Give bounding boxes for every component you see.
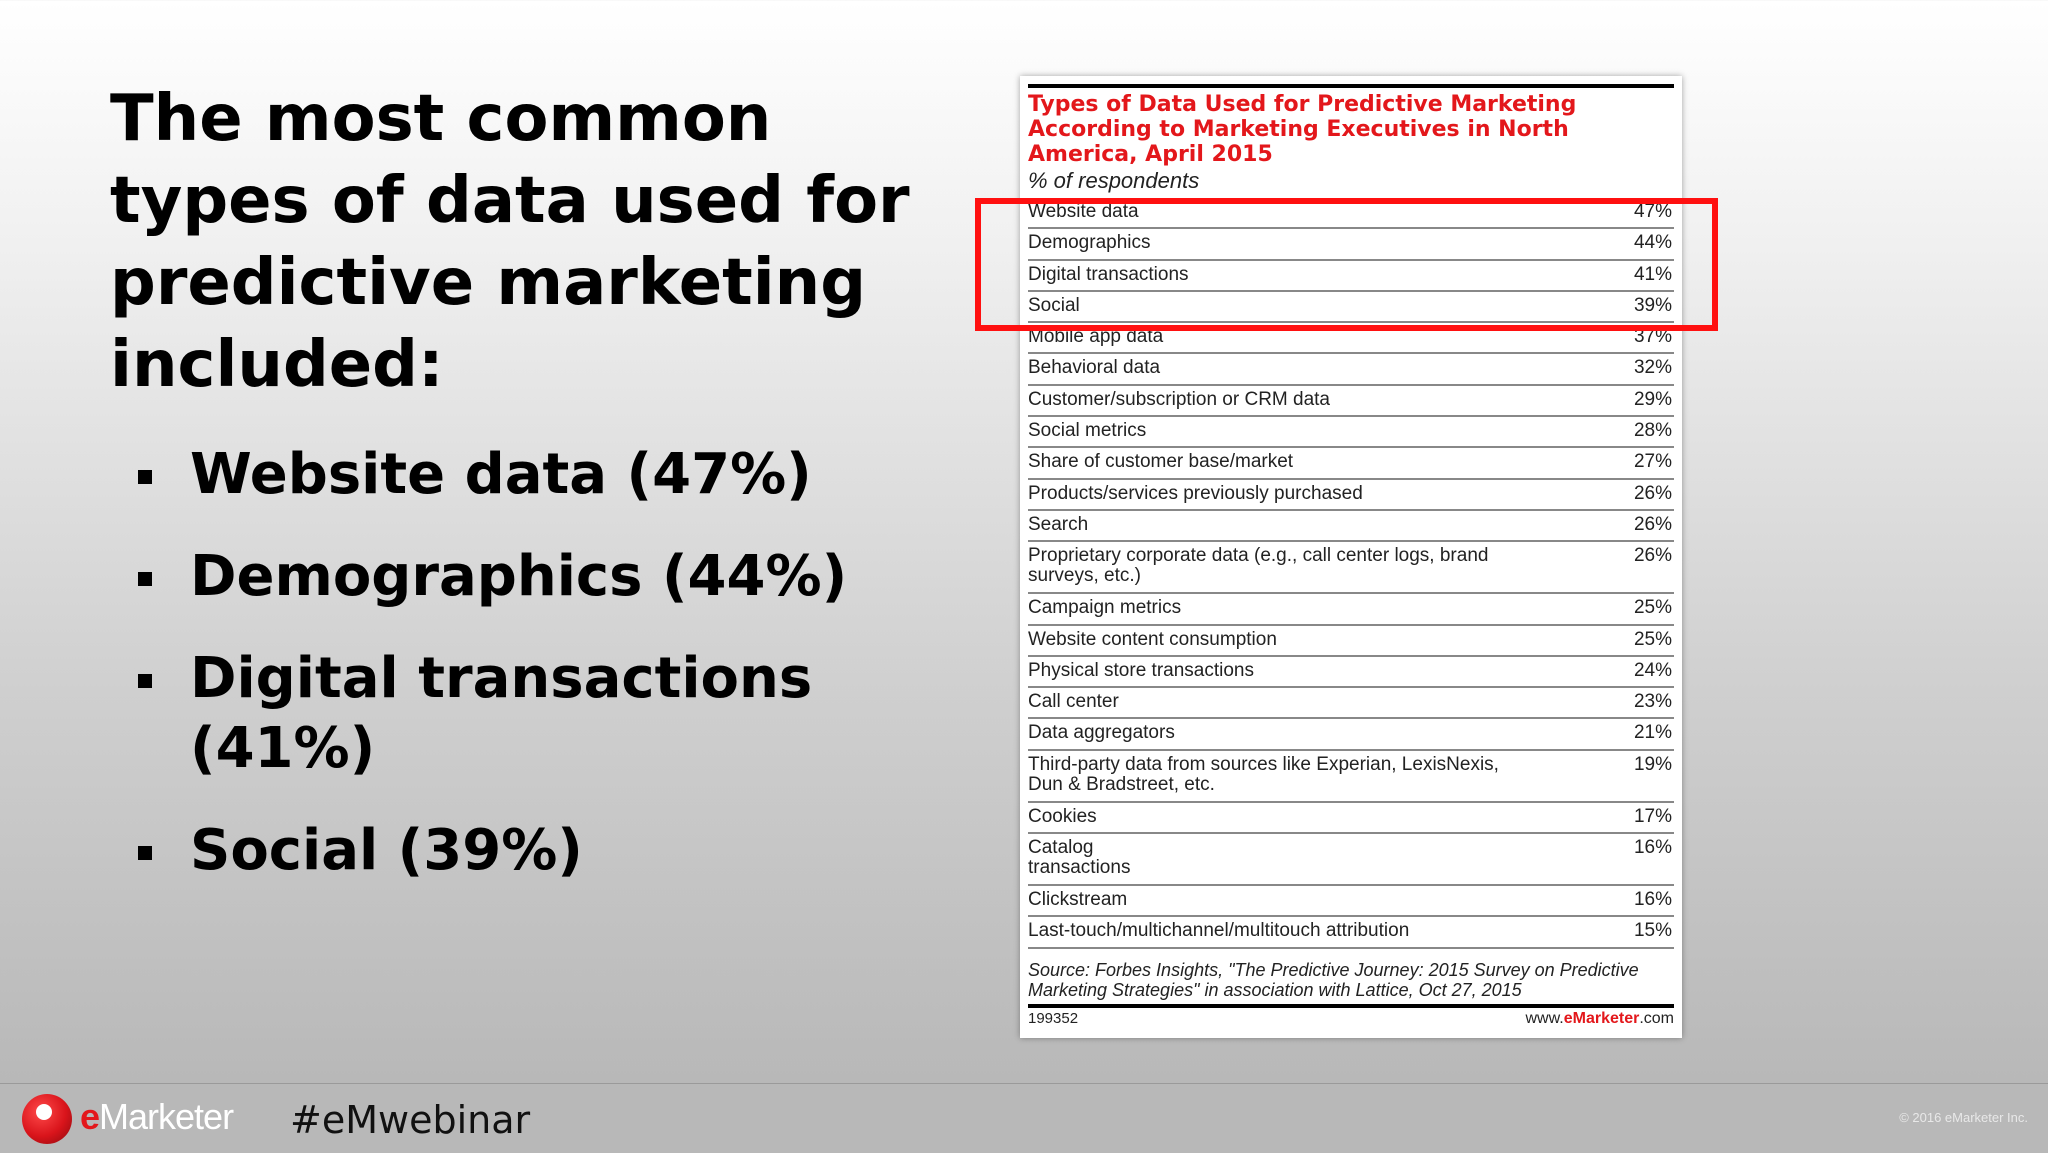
emarketer-logo-icon <box>22 1094 72 1144</box>
table-row <box>1028 886 1674 917</box>
bullet-item <box>130 542 910 612</box>
table-row <box>1028 448 1674 479</box>
bullet-text: Social (39%) <box>190 818 583 883</box>
logo-rest: Marketer <box>99 1096 234 1137</box>
row-value: 26% <box>1633 513 1672 535</box>
row-value: 24% <box>1633 659 1672 681</box>
row-label: Physical store transactions <box>1028 659 1254 681</box>
table-row <box>1028 417 1674 448</box>
row-label: Clickstream <box>1028 889 1128 911</box>
row-label: Third-party data from sources like Experian, LexisNexis, Dun & Bradstreet, etc. <box>1028 753 1499 795</box>
row-label: Customer/subscription or CRM data <box>1028 388 1330 410</box>
table-row <box>1028 480 1674 511</box>
table-row <box>1028 751 1674 803</box>
chart-id: 199352 <box>1028 1010 1079 1027</box>
hashtag: #eMwebinar <box>290 1098 531 1142</box>
row-label: Social metrics <box>1028 420 1147 442</box>
table-row <box>1028 354 1674 385</box>
row-value: 19% <box>1633 753 1672 775</box>
row-label: Search <box>1028 513 1089 535</box>
row-value: 47% <box>1633 201 1672 222</box>
row-value: 23% <box>1633 691 1672 713</box>
row-label: Last-touch/multichannel/multitouch attribution <box>1028 920 1410 942</box>
row-value: 39% <box>1633 294 1672 316</box>
table-row <box>1028 803 1674 834</box>
row-value: 44% <box>1633 232 1672 254</box>
row-value: 41% <box>1633 263 1672 285</box>
row-label: Demographics <box>1028 232 1151 254</box>
table-subtitle: % of respondents <box>1028 168 1200 193</box>
table-row <box>1028 834 1674 886</box>
table-row <box>1028 594 1674 625</box>
row-value: 15% <box>1633 920 1672 942</box>
table-row <box>1028 511 1674 542</box>
row-label: Products/services previously purchased <box>1028 482 1363 504</box>
row-label: Social <box>1028 294 1080 316</box>
row-value: 21% <box>1633 722 1672 744</box>
table-row <box>1028 688 1674 719</box>
row-value: 26% <box>1633 482 1672 504</box>
table-row <box>1028 626 1674 657</box>
row-label: Share of customer base/market <box>1028 451 1294 473</box>
table-title: Types of Data Used for Predictive Marketing According to Marketing Executives in North America, April 2015 <box>1028 92 1577 167</box>
row-value: 27% <box>1633 451 1672 473</box>
bullet-square-icon <box>138 846 152 860</box>
bullet-text: Demographics (44%) <box>190 544 848 609</box>
row-value: 25% <box>1633 597 1672 619</box>
row-value: 17% <box>1633 805 1672 827</box>
table-row <box>1028 542 1674 594</box>
row-label: Data aggregators <box>1028 722 1175 744</box>
row-label: Call center <box>1028 691 1119 713</box>
table-row <box>1028 386 1674 417</box>
row-value: 16% <box>1633 837 1672 859</box>
logo-e: e <box>80 1096 100 1137</box>
row-value: 37% <box>1633 326 1672 348</box>
slide-heading: The most common types of data used for predictive marketing included: <box>110 82 910 402</box>
row-label: Proprietary corporate data (e.g., call center logs, brand surveys, etc.) <box>1028 545 1489 587</box>
row-label: Website data <box>1028 201 1139 222</box>
bullet-text: Website data (47%) <box>190 442 812 507</box>
row-label: Campaign metrics <box>1028 597 1182 619</box>
bottom-rule <box>1028 1004 1674 1008</box>
table-row <box>1028 657 1674 688</box>
row-label: Cookies <box>1028 805 1097 827</box>
bullet-item <box>130 816 910 886</box>
table-source: Source: Forbes Insights, "The Predictive Journey: 2015 Survey on Predictive Marketing Strategies" in association with Lattice, Oct 27, 2015 <box>1028 960 1639 1000</box>
bullet-square-icon <box>138 470 152 484</box>
row-label: Website content consumption <box>1028 628 1277 650</box>
bullet-list <box>130 440 910 918</box>
row-label: Mobile app data <box>1028 326 1164 348</box>
row-label: Catalog transactions <box>1028 837 1131 879</box>
bullet-text: Digital transactions (41%) <box>190 646 813 781</box>
row-value: 32% <box>1633 357 1672 379</box>
row-value: 28% <box>1633 420 1672 442</box>
row-value: 16% <box>1633 889 1672 911</box>
emarketer-logo-text <box>80 1096 233 1138</box>
bullet-item <box>130 440 910 510</box>
table-row <box>1028 917 1674 948</box>
bullet-square-icon <box>138 674 152 688</box>
bullet-item <box>130 644 910 784</box>
table-row <box>1028 719 1674 750</box>
footer-bar <box>0 1083 2048 1153</box>
row-value: 25% <box>1633 628 1672 650</box>
row-value: 26% <box>1633 545 1672 567</box>
brand-url-prefix: www. <box>1525 1010 1564 1027</box>
bullet-square-icon <box>138 572 152 586</box>
brand-url-suffix: .com <box>1639 1010 1674 1027</box>
copyright: © 2016 eMarketer Inc. <box>1899 1110 2028 1125</box>
row-label: Behavioral data <box>1028 357 1161 379</box>
brand-url <box>1525 1010 1674 1028</box>
highlight-box <box>975 198 1718 331</box>
row-label: Digital transactions <box>1028 263 1189 285</box>
brand-url-name: eMarketer <box>1563 1010 1640 1027</box>
row-value: 29% <box>1633 388 1672 410</box>
top-rule <box>1028 84 1674 88</box>
